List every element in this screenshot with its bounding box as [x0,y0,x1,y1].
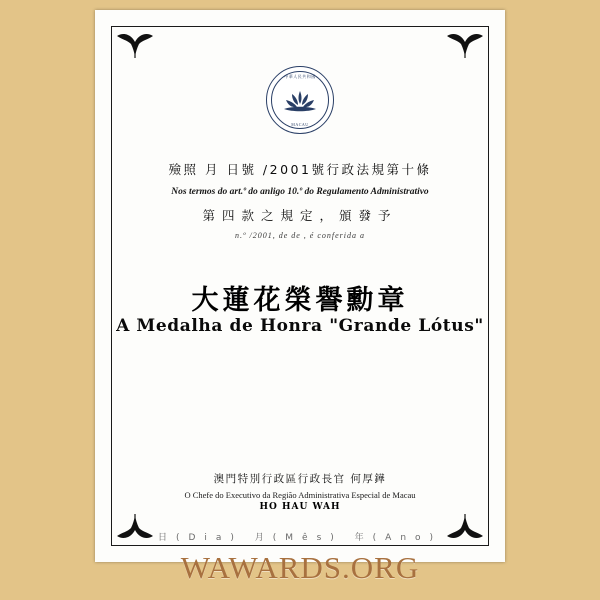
emblem-top-text: 中華人民共和國 [284,74,316,79]
lotus-icon [280,88,320,114]
award-title-pt: A Medalha de Honra "Grande Lótus" [116,316,484,336]
emblem-container [95,66,505,134]
signatory-name: HO HAU WAH [259,502,341,512]
date-line: 日(Dia) 月(Mês) 年(Ano) [157,533,443,543]
signature-title-cn: 澳門特別行政區行政長官 何厚鏵 [213,473,387,485]
macau-sar-emblem-icon [266,66,334,134]
header-line-1-pt-row [125,181,475,199]
header-line-2-cn-row [125,206,475,225]
signature-title-pt: O Chefe do Executivo da Região Administrativa Especial de Macau [184,490,416,500]
watermark-text: WAWARDS.ORG [180,550,420,585]
certificate-sheet [95,10,505,562]
header-line-2-cn: 第四款之規定，頒發予 [202,208,398,223]
emblem-bottom-text: MACAU [291,122,309,127]
header-line-2-pt-row [125,225,475,243]
leaf-ornament-icon [113,30,157,60]
award-title-cn: 大蓮花榮譽勳章 [191,285,409,316]
header-line-2-pt: n.º /2001, de de , é conferida a [234,231,365,240]
leaf-ornament-icon [443,30,487,60]
header-line-1-cn: 殮照 月 日號 /2001號行政法規第十條 [168,162,432,177]
header-line-1-cn-row [125,160,475,179]
header-line-1-pt: Nos termos do art.º do anligo 10.º do Regulamento Administrativo [171,187,429,197]
